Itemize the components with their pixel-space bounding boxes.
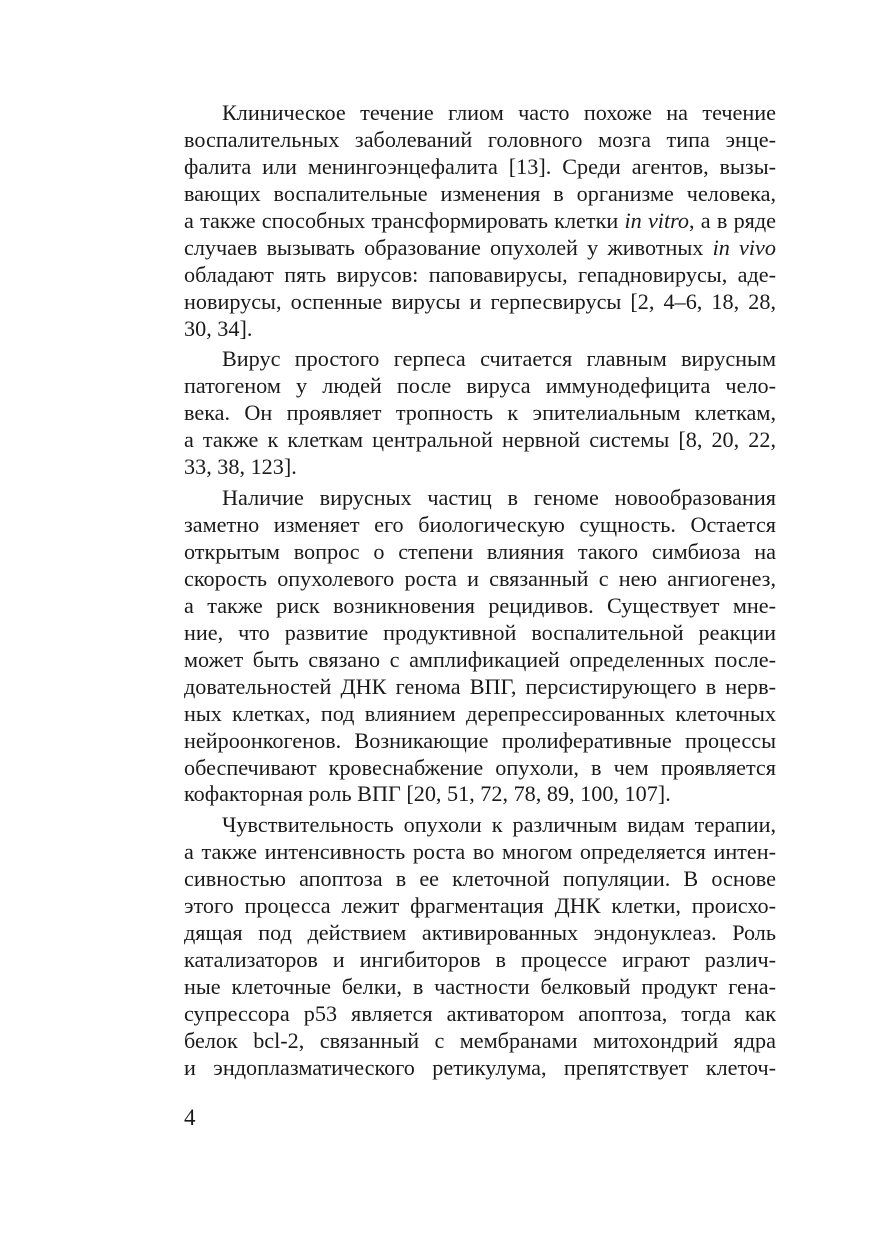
text-run: Наличие вирусных частиц в геноме новообразования: [222, 485, 776, 511]
text-line: [184, 512, 776, 539]
text-line: [184, 346, 776, 373]
text-line: [184, 893, 776, 920]
text-line: [184, 674, 776, 701]
text-run: а также интенсивность роста во многом определяется интен-: [184, 839, 776, 865]
text-line: [184, 235, 776, 262]
text-run: а также способных трансформировать клетки: [184, 207, 625, 233]
text-run: воспалительных заболеваний головного мозга типа энце-: [184, 126, 776, 152]
text-line: [184, 485, 776, 512]
text-run: обладают пять вирусов: паповавирусы, гепадновирусы, аде-: [184, 261, 776, 287]
text-run: кофакторная роль ВПГ [20, 51, 72, 78, 89, 100, 107].: [184, 781, 671, 807]
text-run: случаев вызывать образование опухолей у животных: [184, 234, 713, 260]
text-line: [184, 181, 776, 208]
text-run: катализаторов и ингибиторов в процессе играют различ-: [184, 947, 776, 973]
text-run: а также к клеткам центральной нервной системы [8, 20, 22,: [184, 427, 776, 453]
text-run: 33, 38, 123].: [184, 454, 297, 480]
text-line: [184, 262, 776, 289]
text-run: нейроонкогенов. Возникающие пролиферативные процессы: [184, 727, 776, 753]
text-run: фалита или менингоэнцефалита [13]. Среди агентов, вызы-: [184, 153, 776, 179]
paragraph: [184, 100, 776, 342]
text-run: ных клетках, под влиянием дерепрессированных клеточных: [184, 700, 776, 726]
italic-term: in vitro: [624, 207, 690, 233]
text-run: Клиническое течение глиом часто похоже на течение: [222, 100, 776, 125]
text-run: и эндоплазматического ретикулума, препятствует клеточ-: [184, 1054, 776, 1080]
body-text: [184, 100, 776, 1082]
text-run: сивностью апоптоза в ее клеточной популяции. В основе: [184, 866, 776, 892]
text-line: [184, 839, 776, 866]
text-run: заметно изменяет его биологическую сущность. Остается: [184, 512, 776, 538]
text-line: [184, 728, 776, 755]
page-number: 4: [184, 1105, 196, 1130]
text-line: [184, 620, 776, 647]
text-run: Чувствительность опухоли к различным видам терапии,: [222, 812, 776, 838]
text-line: [184, 812, 776, 839]
text-line: [184, 427, 776, 454]
text-run: этого процесса лежит фрагментация ДНК клетки, происхо-: [184, 893, 776, 919]
italic-term: in vivo: [712, 234, 776, 260]
text-line: [184, 373, 776, 400]
text-line: [184, 701, 776, 728]
text-line: [184, 539, 776, 566]
text-run: , а в ряде: [689, 207, 776, 233]
text-run: ние, что развитие продуктивной воспалительной реакции: [184, 619, 776, 645]
text-line: [184, 208, 776, 235]
text-line: [184, 127, 776, 154]
text-run: века. Он проявляет тропность к эпителиальным клеткам,: [184, 400, 776, 426]
text-run: супрессора p53 является активатором апоптоза, тогда как: [184, 1000, 776, 1026]
text-line: [184, 947, 776, 974]
text-line: [184, 1001, 776, 1028]
text-run: дящая под действием активированных эндонуклеаз. Роль: [184, 920, 776, 946]
text-line: [184, 755, 776, 782]
text-run: белок bcl-2, связанный с мембранами митохондрий ядра: [184, 1027, 776, 1053]
text-line: [184, 400, 776, 427]
text-run: скорость опухолевого роста и связанный с нею ангиогенез,: [184, 565, 776, 591]
text-run: 30, 34].: [184, 315, 253, 341]
paragraph: [184, 812, 776, 1081]
text-run: Вирус простого герпеса считается главным вирусным: [222, 346, 776, 372]
paragraph: [184, 346, 776, 481]
text-line: [184, 100, 776, 127]
text-line: [184, 974, 776, 1001]
text-run: ные клеточные белки, в частности белковый продукт гена-: [184, 974, 776, 999]
text-line: [184, 566, 776, 593]
text-line: [184, 593, 776, 620]
text-line: [184, 289, 776, 316]
text-line: [184, 781, 776, 808]
text-line: [184, 647, 776, 674]
text-run: может быть связано с амплификацией определенных после-: [184, 646, 776, 672]
text-run: обеспечивают кровеснабжение опухоли, в чем проявляется: [184, 754, 776, 780]
text-run: открытым вопрос о степени влияния такого симбиоза на: [184, 539, 776, 564]
text-run: патогеном у людей после вируса иммунодефицита чело-: [184, 373, 776, 399]
paragraph: [184, 485, 776, 808]
text-line: [184, 866, 776, 893]
text-run: довательностей ДНК генома ВПГ, персистирующего в нерв-: [184, 673, 776, 699]
text-run: новирусы, оспенные вирусы и герпесвирусы [2, 4–6, 18, 28,: [184, 288, 776, 314]
text-line: [184, 1055, 776, 1082]
text-line: [184, 1028, 776, 1055]
text-line: [184, 454, 776, 481]
text-line: [184, 154, 776, 181]
text-line: [184, 316, 776, 343]
text-run: а также риск возникновения рецидивов. Существует мне-: [184, 592, 776, 618]
text-line: [184, 920, 776, 947]
text-run: вающих воспалительные изменения в организме человека,: [184, 180, 776, 206]
